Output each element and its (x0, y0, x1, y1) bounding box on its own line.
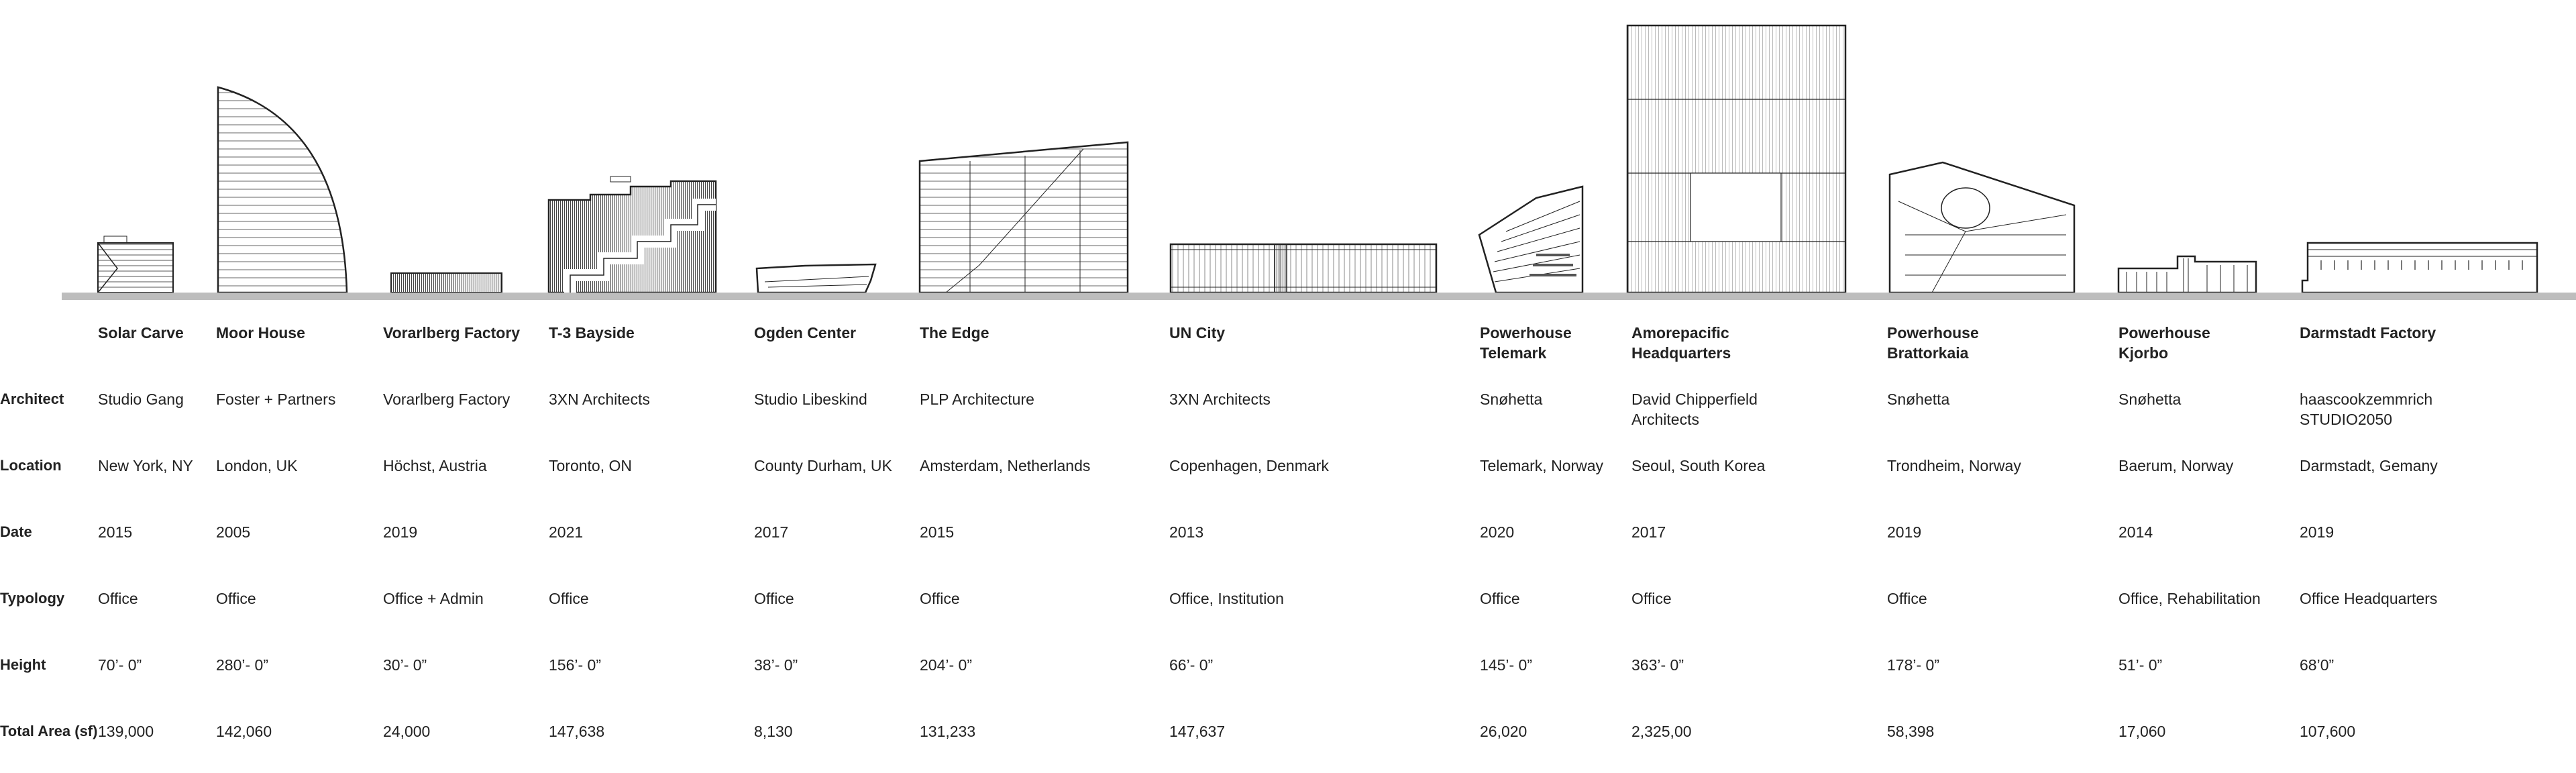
cell-date-moor-house: 2005 (216, 523, 251, 541)
row-label-height: Height (0, 656, 46, 673)
cell-architect-powerhouse-telemark: Snøhetta (1480, 391, 1543, 408)
cell-height-amorepacific-headquarters: 363’- 0” (1631, 656, 1684, 674)
building-elevations (0, 0, 2576, 295)
cell-name-darmstadt-factory: Darmstadt Factory (2300, 324, 2436, 342)
cell-date-powerhouse-kjorbo: 2014 (2118, 523, 2153, 541)
cell-area-t-3-bayside: 147,638 (549, 723, 605, 740)
cell-typology-moor-house: Office (216, 590, 256, 607)
cell-area-ogden-center: 8,130 (754, 723, 793, 740)
row-label-typology: Typology (0, 590, 65, 607)
cell-name-un-city: UN City (1169, 324, 1226, 342)
cell-height-powerhouse-brattorkaia: 178’- 0” (1887, 656, 1939, 674)
cell-architect-moor-house: Foster + Partners (216, 391, 336, 408)
cell-typology-ogden-center: Office (754, 590, 794, 607)
elevation-powerhouse-kjorbo (2118, 256, 2256, 293)
cell-architect-darmstadt-factory: haascookzemmrich STUDIO2050 (2300, 391, 2433, 428)
cell-area-amorepacific-headquarters: 2,325,00 (1631, 723, 1692, 740)
cell-height-vorarlberg-factory: 30’- 0” (383, 656, 427, 674)
cell-area-powerhouse-brattorkaia: 58,398 (1887, 723, 1935, 740)
cell-name-vorarlberg-factory: Vorarlberg Factory (383, 324, 521, 342)
cell-architect-un-city: 3XN Architects (1169, 391, 1271, 408)
cell-name-powerhouse-kjorbo: Powerhouse Kjorbo (2118, 324, 2210, 362)
cell-typology-vorarlberg-factory: Office + Admin (383, 590, 484, 607)
elevation-solar-carve (98, 236, 173, 293)
cell-name-solar-carve: Solar Carve (98, 324, 184, 342)
cell-date-amorepacific-headquarters: 2017 (1631, 523, 1666, 541)
cell-area-moor-house: 142,060 (216, 723, 272, 740)
cell-location-darmstadt-factory: Darmstadt, Gemany (2300, 457, 2438, 474)
cell-date-un-city: 2013 (1169, 523, 1204, 541)
cell-height-ogden-center: 38’- 0” (754, 656, 798, 674)
cell-date-solar-carve: 2015 (98, 523, 133, 541)
cell-location-vorarlberg-factory: Höchst, Austria (383, 457, 487, 474)
cell-typology-the-edge: Office (920, 590, 960, 607)
elevation-the-edge (920, 142, 1128, 293)
cell-location-un-city: Copenhagen, Denmark (1169, 457, 1329, 474)
cell-date-powerhouse-brattorkaia: 2019 (1887, 523, 1922, 541)
cell-location-powerhouse-kjorbo: Baerum, Norway (2118, 457, 2234, 474)
elevation-darmstadt-factory (2302, 243, 2537, 293)
cell-date-darmstadt-factory: 2019 (2300, 523, 2334, 541)
cell-date-the-edge: 2015 (920, 523, 955, 541)
cell-height-solar-carve: 70’- 0” (98, 656, 142, 674)
cell-area-powerhouse-telemark: 26,020 (1480, 723, 1527, 740)
elevation-ogden-center (757, 264, 875, 293)
ground-line (62, 293, 2576, 300)
elevation-powerhouse-brattorkaia (1890, 162, 2074, 293)
cell-location-t-3-bayside: Toronto, ON (549, 457, 632, 474)
elevation-moor-house (218, 87, 347, 293)
cell-typology-solar-carve: Office (98, 590, 138, 607)
row-label-date: Date (0, 523, 32, 540)
cell-area-solar-carve: 139,000 (98, 723, 154, 740)
cell-area-the-edge: 131,233 (920, 723, 976, 740)
cell-date-powerhouse-telemark: 2020 (1480, 523, 1515, 541)
cell-typology-t-3-bayside: Office (549, 590, 589, 607)
cell-date-vorarlberg-factory: 2019 (383, 523, 418, 541)
cell-architect-amorepacific-headquarters: David Chipperfield Architects (1631, 391, 1758, 428)
cell-area-darmstadt-factory: 107,600 (2300, 723, 2356, 740)
cell-area-vorarlberg-factory: 24,000 (383, 723, 431, 740)
cell-location-solar-carve: New York, NY (98, 457, 193, 474)
cell-date-t-3-bayside: 2021 (549, 523, 584, 541)
cell-typology-powerhouse-brattorkaia: Office (1887, 590, 1927, 607)
cell-area-un-city: 147,637 (1169, 723, 1226, 740)
cell-name-powerhouse-brattorkaia: Powerhouse Brattorkaia (1887, 324, 1979, 362)
cell-height-powerhouse-kjorbo: 51’- 0” (2118, 656, 2163, 674)
cell-height-moor-house: 280’- 0” (216, 656, 268, 674)
cell-typology-amorepacific-headquarters: Office (1631, 590, 1672, 607)
cell-name-amorepacific-headquarters: Amorepacific Headquarters (1631, 324, 1731, 362)
cell-name-the-edge: The Edge (920, 324, 989, 342)
cell-date-ogden-center: 2017 (754, 523, 789, 541)
elevation-amorepacific (1627, 25, 1845, 293)
cell-height-the-edge: 204’- 0” (920, 656, 972, 674)
cell-location-powerhouse-brattorkaia: Trondheim, Norway (1887, 457, 2021, 474)
row-label-architect: Architect (0, 391, 64, 407)
elevation-un-city (1171, 244, 1436, 293)
cell-architect-t-3-bayside: 3XN Architects (549, 391, 650, 408)
cell-location-the-edge: Amsterdam, Netherlands (920, 457, 1091, 474)
cell-location-amorepacific-headquarters: Seoul, South Korea (1631, 457, 1766, 474)
cell-name-t-3-bayside: T-3 Bayside (549, 324, 635, 342)
cell-typology-darmstadt-factory: Office Headquarters (2300, 590, 2438, 607)
cell-architect-the-edge: PLP Architecture (920, 391, 1034, 408)
cell-architect-powerhouse-kjorbo: Snøhetta (2118, 391, 2182, 408)
cell-height-darmstadt-factory: 68’0” (2300, 656, 2334, 674)
cell-height-un-city: 66’- 0” (1169, 656, 1214, 674)
cell-height-powerhouse-telemark: 145’- 0” (1480, 656, 1532, 674)
cell-location-ogden-center: County Durham, UK (754, 457, 892, 474)
cell-typology-un-city: Office, Institution (1169, 590, 1284, 607)
cell-architect-powerhouse-brattorkaia: Snøhetta (1887, 391, 1950, 408)
cell-name-moor-house: Moor House (216, 324, 305, 342)
cell-location-moor-house: London, UK (216, 457, 298, 474)
elevation-powerhouse-telemark (1479, 187, 1582, 293)
cell-height-t-3-bayside: 156’- 0” (549, 656, 601, 674)
cell-name-ogden-center: Ogden Center (754, 324, 857, 342)
cell-architect-vorarlberg-factory: Vorarlberg Factory (383, 391, 511, 408)
row-label-location: Location (0, 457, 62, 474)
cell-location-powerhouse-telemark: Telemark, Norway (1480, 457, 1604, 474)
cell-typology-powerhouse-telemark: Office (1480, 590, 1520, 607)
cell-architect-ogden-center: Studio Libeskind (754, 391, 867, 408)
row-label-area: Total Area (sf) (0, 723, 98, 739)
cell-area-powerhouse-kjorbo: 17,060 (2118, 723, 2166, 740)
cell-name-powerhouse-telemark: Powerhouse Telemark (1480, 324, 1572, 362)
cell-typology-powerhouse-kjorbo: Office, Rehabilitation (2118, 590, 2261, 607)
elevation-vorarlberg-factory (391, 273, 502, 293)
cell-architect-solar-carve: Studio Gang (98, 391, 184, 408)
elevation-t3-bayside (549, 176, 716, 293)
